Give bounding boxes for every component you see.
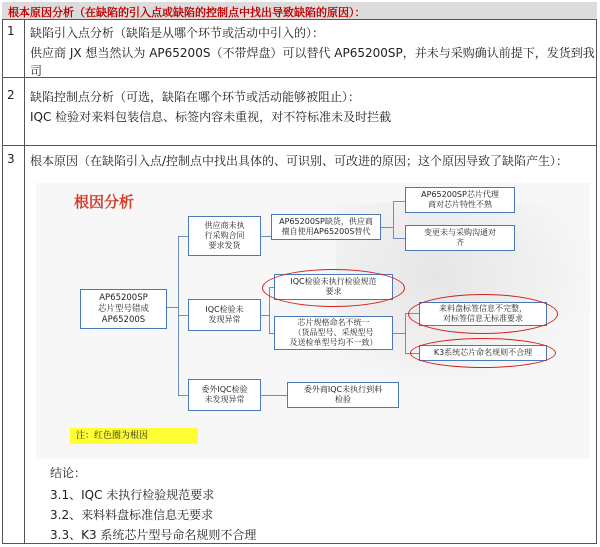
diagram-note: 注：红色圈为根因: [70, 428, 198, 444]
root-cause-ring: [410, 338, 556, 368]
connector: [178, 395, 188, 396]
cause-box-substitution: AP65200SP缺货，供应商 擅自使用AP65200S替代: [271, 214, 381, 240]
root-cause-diagram: [36, 183, 590, 459]
row2-heading: 缺陷控制点分析（可选，缺陷在哪个环节或活动能够被阻止）：: [30, 90, 361, 104]
number-column-divider: [24, 20, 25, 544]
cause-box-supplier: 供应商未执 行采购合同 要求发货: [188, 216, 261, 256]
cause-box-label: 来料盘标签信息不完整， 对标签信息无标准要求: [419, 302, 547, 326]
diagram-title: 根因分析: [74, 193, 135, 211]
root-defect-box: AP65200SP 芯片型号错成 AP65200S: [80, 289, 167, 329]
row-divider: [2, 145, 597, 146]
table-header: [2, 2, 597, 20]
conclusion-item: 3.3、K3 系统芯片型号命名规则不合理: [50, 528, 257, 542]
cause-box-iqc-spec: IQC检验未执行检验规范 要求: [274, 274, 393, 300]
conclusion-item: 3.2、来料料盘标准信息无要求: [50, 508, 214, 522]
cause-box-change: 变更未与采购沟通对 齐: [405, 225, 515, 251]
cause-box-outsourced-iqc: 委外IQC检验 未发现异常: [188, 379, 261, 411]
connector: [167, 307, 178, 308]
connector: [178, 315, 188, 316]
row3-heading: 根本原因（在缺陷引入点/控制点中找出具体的、可识别、可改进的原因；这个原因导致了缺陷产生）：: [30, 154, 569, 168]
conclusion-title: 结论：: [50, 466, 87, 480]
connector: [393, 201, 394, 238]
cause-box-agent: AP65200SP芯片代理 商对芯片特性不熟: [405, 187, 515, 213]
root-cause-ring: [262, 269, 405, 307]
connector: [261, 395, 287, 396]
cause-box-naming: 芯片规格命名不统一 （货品型号、采规型号 及送检单型号均不一致）: [274, 316, 393, 350]
connector: [381, 227, 393, 228]
cause-box-k3: K3系统芯片命名规则不合理: [419, 345, 547, 361]
row2-line: IQC 检验对来料包装信息、标签内容未重视，对不符标准未及时拦截: [30, 110, 392, 124]
connector: [178, 236, 188, 237]
connector: [405, 313, 406, 353]
row1-heading: 缺陷引入点分析（缺陷是从哪个环节或活动中引入的）：: [30, 26, 325, 40]
header-title: 根本原因分析（在缺陷的引入点或缺陷的控制点中找出导致缺陷的原因）：: [8, 6, 366, 19]
cause-box-iqc: IQC检验未 发现异常: [188, 299, 261, 331]
row1-line: 司: [30, 64, 43, 78]
connector: [261, 236, 271, 237]
connector: [393, 201, 405, 202]
connector: [393, 333, 405, 334]
conclusion-item: 3.1、IQC 未执行检验规范要求: [50, 488, 215, 502]
root-cause-ring: [408, 294, 558, 334]
cause-box-outsourced-check: 委外商IQC未执行到料 检验: [287, 382, 399, 408]
connector: [261, 315, 269, 316]
row-divider: [2, 77, 597, 78]
row1-line: 供应商 JX 想当然认为 AP65200S（不带焊盘）可以替代 AP65200SP，并未与采购确认前提下，发货到我: [30, 46, 595, 60]
connector: [178, 236, 179, 396]
row-number-3: 3: [7, 152, 15, 166]
row-number-1: 1: [7, 24, 15, 38]
row-number-2: 2: [7, 88, 15, 102]
connector: [393, 238, 405, 239]
